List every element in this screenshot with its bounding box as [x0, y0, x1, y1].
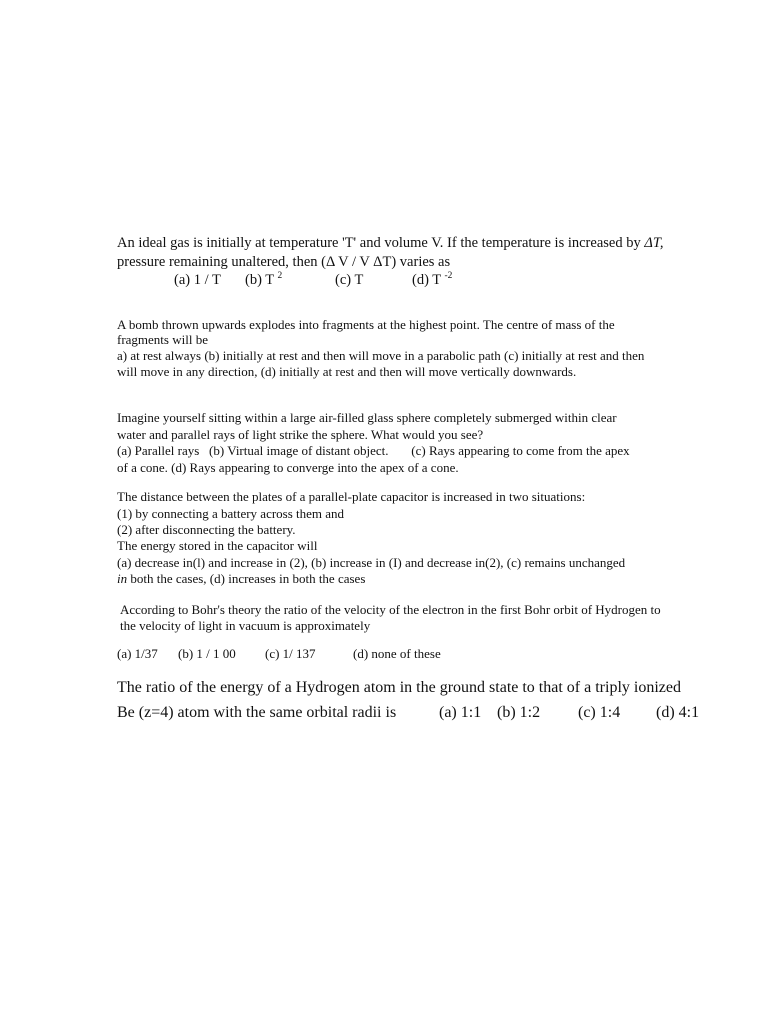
- q1-option-c: [335, 273, 363, 288]
- q4-line-1: The distance between the plates of a parallel-plate capacitor is increased in two situations:: [117, 489, 586, 504]
- q4-line-6: [117, 572, 365, 585]
- q5-option-c: (c) 1/ 137: [265, 646, 316, 661]
- q6-option-d: (d) 4:1: [656, 704, 700, 721]
- q4-line-2: (1) by connecting a battery across them and: [117, 506, 345, 521]
- q4-line-4: The energy stored in the capacitor will: [117, 538, 318, 553]
- q3-line-1: Imagine yourself sitting within a large air-filled glass sphere completely submerged within clear: [117, 410, 617, 425]
- q2-line-1: A bomb thrown upwards explodes into fragments at the highest point. The centre of mass of the: [117, 317, 615, 332]
- q4-line-5: (a) decrease in(l) and increase in (2), (b) increase in (I) and decrease in(2), (c) remains unchanged: [117, 555, 626, 570]
- q1-option-b-text: (b) T: [245, 272, 274, 288]
- q4-italic-in: in: [117, 571, 128, 586]
- q6-option-b: (b) 1:2: [497, 704, 541, 721]
- q5-option-b: (b) 1 / 1 00: [178, 646, 236, 661]
- q2-line-3: a) at rest always (b) initially at rest and then will move in a parabolic path (c) initially at rest and then: [117, 348, 645, 363]
- q1-line-2: pressure remaining unaltered, then (Δ V / V ΔT) varies as: [117, 254, 451, 270]
- q1-option-d-exponent: -2: [444, 271, 453, 282]
- q5-line-2: the velocity of light in vacuum is approximately: [120, 618, 371, 633]
- q1-option-a: [174, 273, 221, 288]
- q4-line-6-text: both the cases, (d) increases in both the cases: [127, 571, 366, 586]
- q2-line-2: fragments will be: [117, 332, 208, 347]
- q1-option-b-exponent: 2: [277, 271, 283, 282]
- q6-option-c: (c) 1:4: [578, 704, 621, 721]
- q6-option-a: (a) 1:1: [439, 704, 482, 721]
- q6-line-1: The ratio of the energy of a Hydrogen atom in the ground state to that of a triply ionized: [117, 679, 681, 696]
- q5-option-a: (a) 1/37: [117, 646, 158, 661]
- q6-line-2: Be (z=4) atom with the same orbital radii is: [117, 704, 397, 721]
- q4-line-3: (2) after disconnecting the battery.: [117, 522, 296, 537]
- q1-option-d: [412, 273, 452, 288]
- q3-line-4: of a cone. (d) Rays appearing to converge into the apex of a cone.: [117, 460, 459, 475]
- q1-option-a-text: (a) 1 / T: [174, 272, 221, 288]
- q2-line-4: will move in any direction, (d) initially at rest and then will move vertically downwards.: [117, 364, 577, 379]
- q3-line-2: water and parallel rays of light strike the sphere. What would you see?: [117, 427, 484, 442]
- q5-line-1: According to Bohr's theory the ratio of the velocity of the electron in the first Bohr orbit of Hydrogen to: [120, 602, 661, 617]
- q1-option-c-text: (c) T: [335, 272, 364, 288]
- q1-option-d-text: (d) T: [412, 272, 441, 288]
- q3-line-3: (a) Parallel rays (b) Virtual image of distant object. (c) Rays appearing to come from the apex: [117, 443, 630, 458]
- q1-line-1: [117, 236, 663, 251]
- q1-delta-t: ΔT,: [644, 235, 664, 251]
- q1-line-1-text: An ideal gas is initially at temperature 'T' and volume V. If the temperature is increased by: [117, 235, 645, 251]
- q5-option-d: (d) none of these: [353, 646, 441, 661]
- q1-option-b: [245, 273, 282, 288]
